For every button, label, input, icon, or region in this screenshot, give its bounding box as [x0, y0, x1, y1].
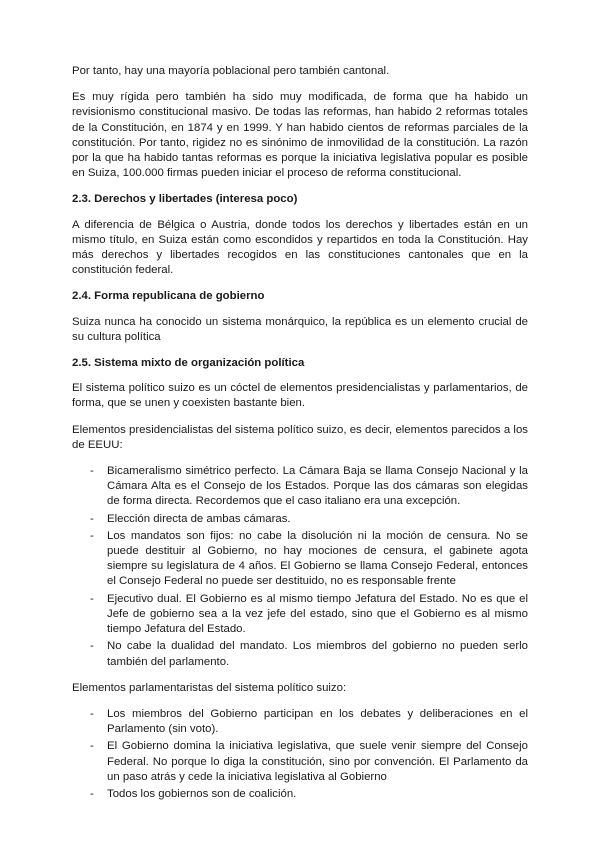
list-item-text: Los miembros del Gobierno participan en los debates y deliberaciones en el Parlamento (sin voto).	[107, 707, 528, 736]
dash-bullet: -	[90, 592, 94, 605]
document-page	[72, 64, 528, 813]
list-item	[72, 529, 528, 590]
paragraph-coctel: El sistema político suizo es un cóctel de elementos presidencialistas y parlamentarios, de forma, que se unen y coexisten bastante bien.	[72, 382, 528, 410]
list-item	[72, 739, 528, 785]
list-item-text: Bicameralismo simétrico perfecto. La Cámara Baja se llama Consejo Nacional y la Cámara Alta es el Consejo de los Estados. Porque las dos cámaras son elegidas de forma directa. Recordemos que el caso italiano era una excepción.	[107, 465, 528, 508]
paragraph-derechos: A diferencia de Bélgica o Austria, donde todos los derechos y libertades están en un mismo título, en Suiza están como escondidos y repartidos en toda la Constitución. Hay más derechos y libertades recogidos en las constituciones cantonales que en la constitución federal.	[72, 218, 528, 277]
paragraph-rigidez: Es muy rígida pero también ha sido muy modificada, de forma que ha habido un revisionismo constitucional masivo. De todas las reformas, han habido 2 reformas totales de la Constitución, en 1874 y en 1999. Y han habido cientos de reformas parciales de la constitución. Por tanto, rigidez no es sinónimo de inmovilidad de la constitución. La razón por la que ha habido tantas reformas es porque la iniciativa legislativa popular es posible en Suiza, 100.000 firmas pueden iniciar el proceso de reforma constitucional.	[72, 91, 528, 180]
list-item	[72, 592, 528, 638]
dash-bullet: -	[90, 787, 94, 800]
dash-bullet: -	[90, 465, 94, 478]
paragraph-presidencialistas-intro: Elementos presidencialistas del sistema político suizo, es decir, elementos parecidos a los de EEUU:	[72, 423, 528, 451]
list-item	[72, 464, 528, 510]
dash-bullet: -	[90, 512, 94, 525]
dash-bullet: -	[90, 707, 94, 720]
dash-bullet: -	[90, 640, 94, 653]
list-item-text: Ejecutivo dual. El Gobierno es al mismo tiempo Jefatura del Estado. No es que el Jefe de gobierno sea a la vez jefe del estado, sino que el Gobierno es al mismo tiempo Jefatura del Estado.	[107, 592, 528, 636]
presidential-list	[72, 464, 528, 670]
list-item-text: Los mandatos son fijos: no cabe la disolución ni la moción de censura. No se puede destituir al Gobierno, no hay mociones de censura, el gabinete agota siempre su legislatura de 4 años. El Gobierno se llama Consejo Federal, entonces el Consejo Federal no puede ser destituido, no es responsable frente	[107, 529, 528, 588]
list-item-text: Elección directa de ambas cámaras.	[107, 512, 291, 525]
list-item-text: No cabe la dualidad del mandato. Los miembros del gobierno no pueden serlo también del parlamento.	[107, 640, 528, 668]
paragraph-parlamentaristas-intro: Elementos parlamentaristas del sistema político suizo:	[72, 681, 347, 694]
parliamentary-list	[72, 707, 528, 802]
list-item	[72, 707, 528, 737]
list-item-text: Todos los gobiernos son de coalición.	[107, 787, 297, 800]
list-item-text: El Gobierno domina la iniciativa legislativa, que suele venir siempre del Consejo Federal. No porque lo diga la constitución, sino por convención. El Parlamento da un paso atrás y cede la iniciativa legislativa al Gobierno	[107, 740, 528, 783]
list-item	[72, 787, 528, 802]
heading-derechos-libertades: 2.3. Derechos y libertades (interesa poco)	[72, 193, 298, 206]
dash-bullet: -	[90, 740, 94, 753]
heading-forma-republicana: 2.4. Forma republicana de gobierno	[72, 290, 265, 303]
paragraph-mayoria: Por tanto, hay una mayoría poblacional pero también cantonal.	[72, 65, 390, 77]
heading-sistema-mixto: 2.5. Sistema mixto de organización política	[72, 357, 305, 370]
dash-bullet: -	[90, 529, 94, 542]
list-item	[72, 639, 528, 669]
paragraph-republica: Suiza nunca ha conocido un sistema monárquico, la república es un elemento crucial de su cultura política	[72, 315, 528, 343]
list-item	[72, 512, 528, 527]
